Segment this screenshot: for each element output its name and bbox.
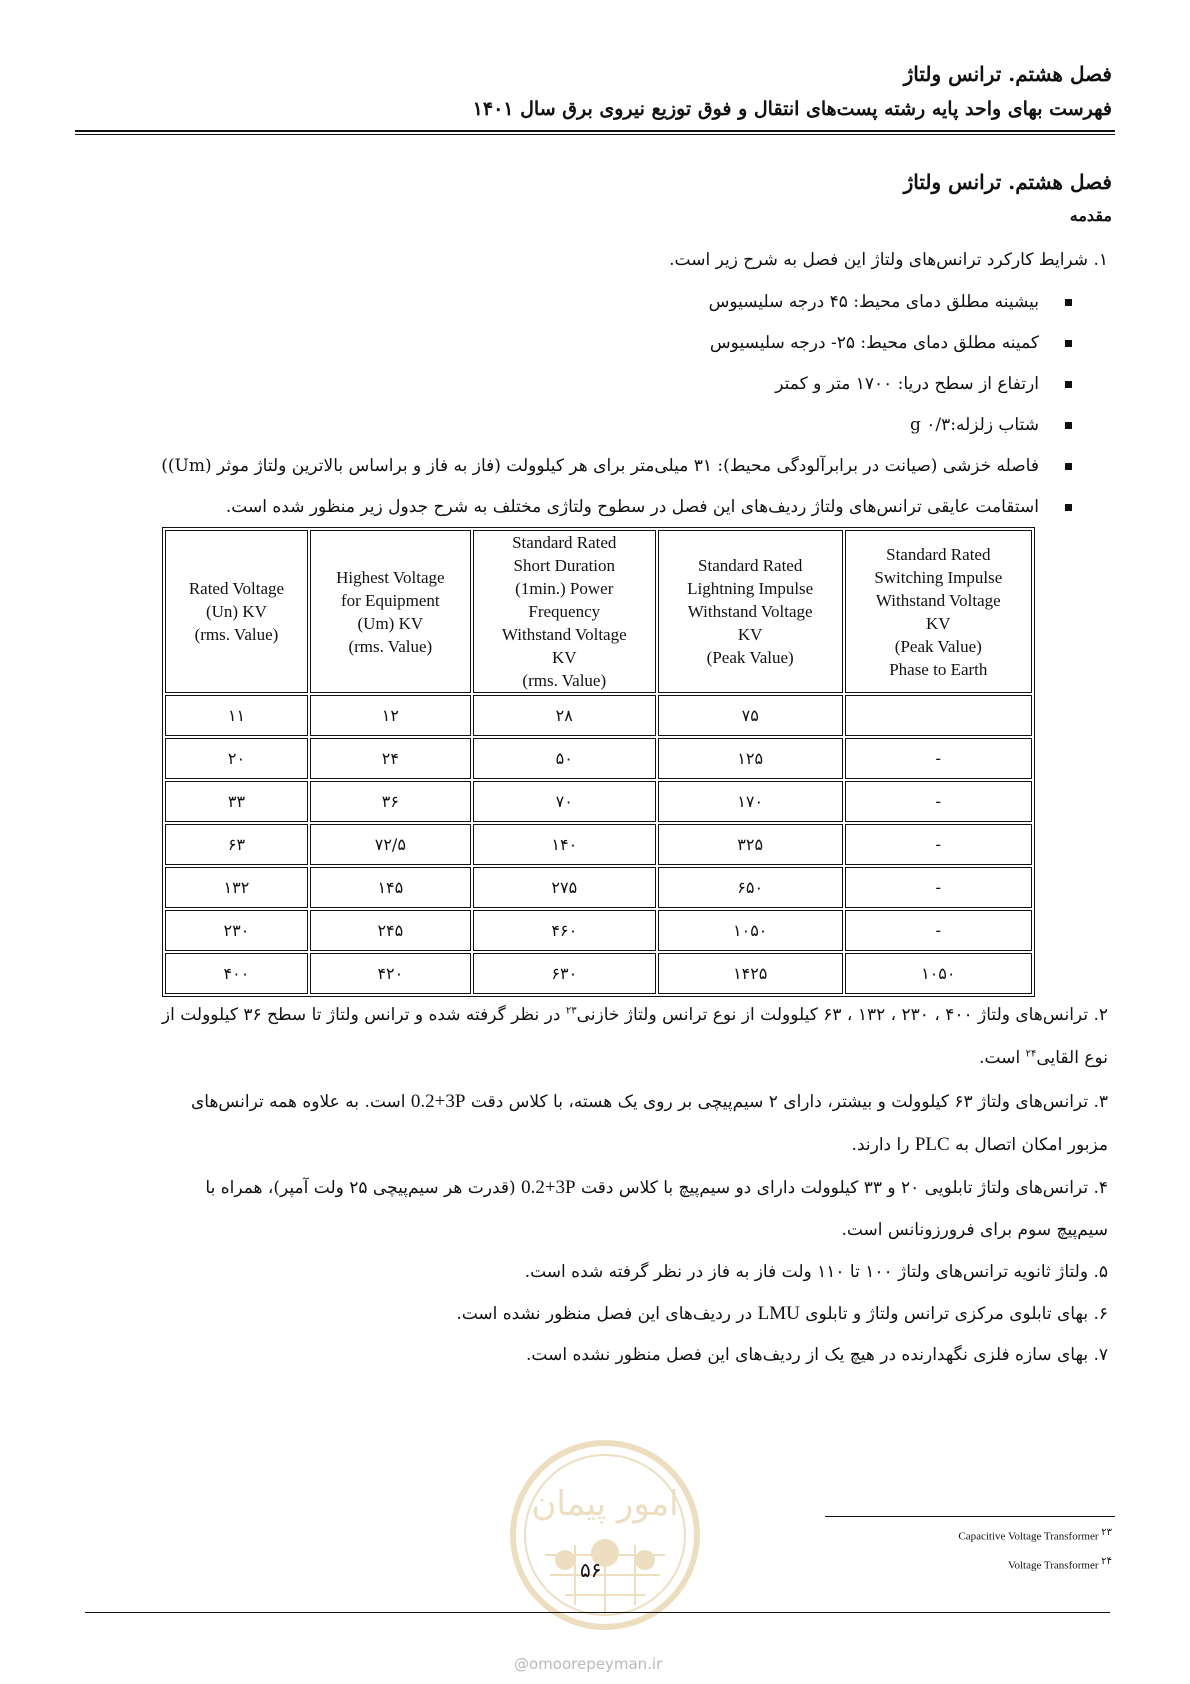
note-3-line-2	[852, 1134, 1108, 1156]
table-cell: ۶۳۰	[473, 953, 656, 994]
note-text: در ردیف‌های این فصل منظور نشده است.	[456, 1304, 758, 1324]
footnote-ref: ۲۴	[1025, 1048, 1037, 1060]
table-cell: ۲۰	[165, 738, 308, 779]
table-cell: ۱۴۵	[310, 867, 471, 908]
watermark-text: امور پیمان	[531, 1484, 679, 1524]
table-row	[165, 695, 1032, 736]
footnote-item	[1008, 1556, 1112, 1572]
table-cell	[845, 695, 1032, 736]
col-header-rated-voltage: Rated Voltage (Un) KV (rms. Value)	[165, 530, 308, 693]
table-row	[165, 738, 1032, 779]
accuracy-class: 0.2+3P	[521, 1177, 576, 1198]
note-text: است. به علاوه همه ترانس‌های	[190, 1092, 411, 1112]
plc-term: PLC	[914, 1134, 950, 1155]
section-title: فصل هشتم. ترانس ولتاژ	[903, 170, 1112, 194]
table-cell: -	[845, 738, 1032, 779]
section-subtitle: مقدمه	[1069, 206, 1112, 225]
page-number: ۵۶	[580, 1558, 602, 1582]
table-cell: -	[845, 781, 1032, 822]
note-text: (قدرت هر سیم‌پیچی ۲۵ ولت آمپر)، همراه با	[205, 1178, 522, 1198]
table-cell: ۶۳	[165, 824, 308, 865]
note-text: ۴. ترانس‌های ولتاژ تابلویی ۲۰ و ۳۳ کیلوولت دارای دو سیم‌پیچ با کلاس دقت	[575, 1178, 1108, 1198]
footnote-text: Capacitive Voltage Transformer	[958, 1530, 1099, 1543]
watermark-logo	[505, 1435, 705, 1635]
bullet-text: شتاب زلزله:g ۰/۳	[909, 415, 1039, 435]
bullet-text: فاصله خزشی (صیانت در برابرآلودگی محیط): ۳۱ میلی‌متر برای هر کیلوولت (فاز به فاز و براساس بالاترین ولتاژ موثر (Um))	[161, 456, 1039, 476]
note-4-line-1	[205, 1177, 1108, 1199]
table-row	[165, 910, 1032, 951]
table-cell: ۷۲/۵	[310, 824, 471, 865]
table-cell: ۱۰۵۰	[658, 910, 843, 951]
header-rule	[75, 130, 1115, 132]
table-row	[165, 781, 1032, 822]
note-text: ۶. بهای تابلوی مرکزی ترانس ولتاژ و تابلوی	[799, 1304, 1108, 1324]
table-cell: ۲۴	[310, 738, 471, 779]
site-watermark: @omoorepeyman.ir	[514, 1655, 663, 1673]
table-cell: ۱۳۲	[165, 867, 308, 908]
table-cell: ۲۳۰	[165, 910, 308, 951]
table-cell: ۱۴۰	[473, 824, 656, 865]
bullet-text: ارتفاع از سطح دریا: ۱۷۰۰ متر و کمتر	[775, 374, 1039, 394]
note-text: ۳. ترانس‌های ولتاژ ۶۳ کیلوولت و بیشتر، دارای ۲ سیم‌پیچی بر روی یک هسته، با کلاس دقت	[465, 1092, 1108, 1112]
table-cell: -	[845, 867, 1032, 908]
table-cell: ۱۲۵	[658, 738, 843, 779]
table-cell: ۳۲۵	[658, 824, 843, 865]
table-row	[165, 824, 1032, 865]
bullet-item	[226, 497, 1072, 517]
table-cell: ۵۰	[473, 738, 656, 779]
note-7: ۷. بهای سازه فلزی نگهدارنده در هیچ یک از ردیف‌های این فصل منظور نشده است.	[526, 1345, 1108, 1365]
table-cell: ۴۶۰	[473, 910, 656, 951]
bullet-text: بیشینه مطلق دمای محیط: ۴۵ درجه سلیسیوس	[708, 292, 1039, 312]
bullet-item	[775, 374, 1072, 394]
table-cell: ۶۵۰	[658, 867, 843, 908]
table-cell: ۴۰۰	[165, 953, 308, 994]
bullet-item	[910, 415, 1072, 435]
table-cell: ۳۶	[310, 781, 471, 822]
note-text: ۲. ترانس‌های ولتاژ ۴۰۰ ، ۲۳۰ ، ۱۳۲ ، ۶۳ کیلوولت از نوع ترانس ولتاژ خازنی	[576, 1005, 1108, 1025]
note-3-line-1	[191, 1091, 1108, 1113]
table-cell: ۱۴۲۵	[658, 953, 843, 994]
col-header-power-frequency: Standard Rated Short Duration (1min.) Power Frequency Withstand Voltage KV (rms. Value)	[473, 530, 656, 693]
table-cell: ۷۰	[473, 781, 656, 822]
table-cell: ۱۲	[310, 695, 471, 736]
footnote-number: ۲۴	[1101, 1556, 1112, 1567]
bullet-item	[161, 456, 1072, 476]
note-2-line-1	[162, 1005, 1108, 1025]
bullet-icon	[1065, 504, 1072, 511]
footnote-number: ۲۳	[1101, 1527, 1112, 1538]
chapter-header: فصل هشتم. ترانس ولتاژ	[903, 62, 1112, 86]
bullet-icon	[1065, 422, 1072, 429]
note-2-line-2	[979, 1048, 1108, 1068]
note-5: ۵. ولتاژ ثانویه ترانس‌های ولتاژ ۱۰۰ تا ۱۱۰ ولت فاز به فاز در نظر گرفته شده است.	[524, 1262, 1108, 1282]
table-cell: -	[845, 824, 1032, 865]
table-cell: ۱۷۰	[658, 781, 843, 822]
table-cell: ۲۷۵	[473, 867, 656, 908]
note-text: را دارند.	[851, 1135, 915, 1155]
table-cell: ۷۵	[658, 695, 843, 736]
footnote-text: Voltage Transformer	[1007, 1559, 1099, 1572]
bullet-item	[710, 333, 1072, 353]
note-text: مزبور امکان اتصال به	[949, 1135, 1108, 1155]
insulation-levels-table	[162, 527, 1035, 997]
table-header-row	[165, 530, 1032, 693]
table-row	[165, 953, 1032, 994]
note-6	[456, 1303, 1108, 1325]
col-header-lightning-impulse: Standard Rated Lightning Impulse Withstand Voltage KV (Peak Value)	[658, 530, 843, 693]
bullet-item	[709, 292, 1072, 312]
bullet-icon	[1065, 340, 1072, 347]
note-text: است.	[979, 1048, 1026, 1068]
lmu-term: LMU	[757, 1303, 800, 1324]
col-header-switching-impulse: Standard Rated Switching Impulse Withstand Voltage KV (Peak Value) Phase to Earth	[845, 530, 1032, 693]
table-cell: ۴۲۰	[310, 953, 471, 994]
table-row	[165, 867, 1032, 908]
table-cell: ۳۳	[165, 781, 308, 822]
accuracy-class: 0.2+3P	[410, 1091, 466, 1112]
footnote-ref: ۲۳	[565, 1005, 577, 1017]
bullet-text: استقامت عایقی ترانس‌های ولتاژ ردیف‌های این فصل در سطوح ولتاژی مختلف به شرح جدول زیر منظور شده است.	[225, 497, 1039, 517]
intro-paragraph: ۱. شرایط کارکرد ترانس‌های ولتاژ این فصل به شرح زیر است.	[669, 250, 1108, 270]
header-rule-thin	[75, 134, 1115, 135]
note-4-line-2: سیم‌پیچ سوم برای فرورزونانس است.	[841, 1220, 1108, 1240]
bullet-text: کمینه مطلق دمای محیط: ۲۵- درجه سلیسیوس	[709, 333, 1039, 353]
document-title: فهرست بهای واحد پایه رشته پست‌های انتقال و فوق توزیع نیروی برق سال ۱۴۰۱	[472, 98, 1112, 120]
col-header-highest-voltage: Highest Voltage for Equipment (Um) KV (rms. Value)	[310, 530, 471, 693]
table-cell: ۲۴۵	[310, 910, 471, 951]
table-cell: -	[845, 910, 1032, 951]
bullet-icon	[1065, 381, 1072, 388]
table-cell: ۲۸	[473, 695, 656, 736]
footer-rule	[85, 1612, 1110, 1613]
bullet-icon	[1065, 463, 1072, 470]
footnote-item	[958, 1527, 1112, 1543]
note-text: نوع القایی	[1036, 1048, 1108, 1068]
table-cell: ۱۱	[165, 695, 308, 736]
footnote-rule	[825, 1516, 1115, 1517]
table-cell: ۱۰۵۰	[845, 953, 1032, 994]
bullet-icon	[1065, 299, 1072, 306]
note-text: در نظر گرفته شده و ترانس ولتاژ تا سطح ۳۶ کیلوولت از	[161, 1005, 566, 1025]
